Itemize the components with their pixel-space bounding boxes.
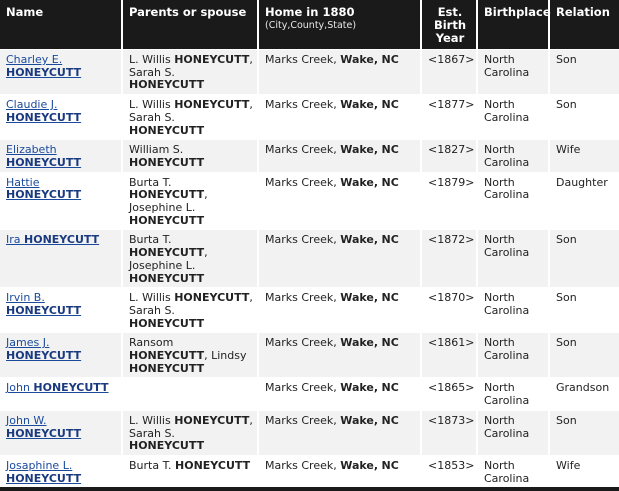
cell-name xyxy=(0,50,122,95)
person-surname: HONEYCUTT xyxy=(6,471,82,485)
cell-parents-or-spouse xyxy=(122,50,258,95)
cell-parents-or-spouse xyxy=(122,333,258,378)
header-birth-year: Est. Birth Year xyxy=(421,0,477,50)
person-link[interactable] xyxy=(6,291,81,317)
relative-separator: , xyxy=(204,188,208,202)
person-given-name: Claudie J. xyxy=(6,98,58,112)
person-given-name: Josaphine L. xyxy=(6,458,73,472)
cell-relation: Son xyxy=(549,410,619,455)
cell-home-1880 xyxy=(258,288,421,333)
relative-given-name: Sarah S. xyxy=(129,426,175,440)
table-header-row xyxy=(0,0,619,50)
table-row xyxy=(0,172,619,230)
relative-surname: HONEYCUTT xyxy=(129,123,205,137)
home-state: NC xyxy=(381,336,399,350)
home-city: Marks Creek, xyxy=(265,53,337,66)
table-row xyxy=(0,333,619,378)
relative-separator: , xyxy=(204,349,208,363)
relative-surname: HONEYCUTT xyxy=(129,316,205,330)
person-surname: HONEYCUTT xyxy=(33,381,109,395)
cell-home-1880 xyxy=(258,410,421,455)
cell-relation: Son xyxy=(549,288,619,333)
cell-name xyxy=(0,378,122,410)
cell-name xyxy=(0,172,122,230)
cell-parents-or-spouse xyxy=(122,378,258,410)
home-city: Marks Creek, xyxy=(265,413,337,427)
cell-parents-or-spouse xyxy=(122,288,258,333)
relative-surname: HONEYCUTT xyxy=(129,349,205,363)
home-county: Wake, xyxy=(340,233,379,247)
relative-surname: HONEYCUTT xyxy=(129,78,205,92)
cell-name xyxy=(0,410,122,455)
home-city: Marks Creek, xyxy=(265,381,337,395)
person-given-name: James J. xyxy=(6,336,50,350)
cell-home-1880 xyxy=(258,50,421,95)
cell-relation: Wife xyxy=(549,455,619,487)
table-row xyxy=(0,378,619,410)
cell-relation: Daughter xyxy=(549,172,619,230)
cell-parents-or-spouse xyxy=(122,230,258,288)
relative-surname: HONEYCUTT xyxy=(174,98,250,112)
table-bottom-bar xyxy=(0,487,619,491)
cell-parents-or-spouse xyxy=(122,410,258,455)
table-row xyxy=(0,95,619,140)
cell-name xyxy=(0,95,122,140)
table-row xyxy=(0,455,619,487)
person-link[interactable] xyxy=(6,459,81,485)
person-link[interactable] xyxy=(6,143,81,169)
cell-birthplace: North Carolina xyxy=(477,455,549,487)
home-state: NC xyxy=(381,291,399,305)
relative-name xyxy=(129,414,253,427)
cell-home-1880 xyxy=(258,230,421,288)
person-link[interactable] xyxy=(6,233,99,246)
cell-parents-or-spouse xyxy=(122,455,258,487)
relative-name xyxy=(129,291,253,304)
relative-surname: HONEYCUTT xyxy=(129,188,205,202)
home-county: Wake, xyxy=(340,336,379,350)
table-row xyxy=(0,288,619,333)
cell-relation: Grandson xyxy=(549,378,619,410)
cell-relation: Son xyxy=(549,333,619,378)
cell-birth-year: <1827> xyxy=(421,140,477,172)
relative-given-name: Burta T. xyxy=(129,175,172,189)
relative-name xyxy=(129,459,250,472)
cell-name xyxy=(0,288,122,333)
home-city: Marks Creek, xyxy=(265,291,337,305)
relative-name xyxy=(129,66,204,92)
cell-name xyxy=(0,230,122,288)
cell-birth-year: <1872> xyxy=(421,230,477,288)
home-city: Marks Creek, xyxy=(265,175,337,189)
relative-surname: HONEYCUTT xyxy=(129,439,205,453)
table-row xyxy=(0,50,619,95)
cell-relation: Son xyxy=(549,230,619,288)
relative-name xyxy=(129,53,253,66)
home-state: NC xyxy=(381,98,399,112)
cell-birth-year: <1861> xyxy=(421,333,477,378)
cell-birth-year: <1879> xyxy=(421,172,477,230)
home-county: Wake, xyxy=(340,53,379,66)
cell-home-1880 xyxy=(258,378,421,410)
person-link[interactable] xyxy=(6,176,81,202)
table-row xyxy=(0,410,619,455)
relative-given-name: William S. xyxy=(129,143,184,157)
cell-birthplace: North Carolina xyxy=(477,172,549,230)
home-state: NC xyxy=(381,381,399,395)
person-given-name: Hattie xyxy=(6,175,40,189)
person-surname: HONEYCUTT xyxy=(6,303,82,317)
relative-name xyxy=(129,176,208,202)
person-link[interactable] xyxy=(6,336,81,362)
person-surname: HONEYCUTT xyxy=(6,426,82,440)
home-state: NC xyxy=(381,175,399,189)
home-county: Wake, xyxy=(340,291,379,305)
relative-given-name: Josephine L. xyxy=(129,258,196,272)
cell-birth-year: <1867> xyxy=(421,50,477,95)
person-given-name: Ira xyxy=(6,233,21,247)
cell-name xyxy=(0,333,122,378)
relative-separator: , xyxy=(249,413,253,427)
home-county: Wake, xyxy=(340,381,379,395)
cell-home-1880 xyxy=(258,333,421,378)
home-city: Marks Creek, xyxy=(265,98,337,112)
relative-given-name: Ransom xyxy=(129,336,174,350)
home-county: Wake, xyxy=(340,175,379,189)
cell-birth-year: <1853> xyxy=(421,455,477,487)
relative-surname: HONEYCUTT xyxy=(175,458,251,472)
relative-surname: HONEYCUTT xyxy=(129,213,205,227)
home-state: NC xyxy=(381,53,399,66)
person-surname: HONEYCUTT xyxy=(6,65,82,79)
table-row xyxy=(0,140,619,172)
cell-home-1880 xyxy=(258,95,421,140)
relative-given-name: L. Willis xyxy=(129,98,171,112)
relative-surname: HONEYCUTT xyxy=(174,413,250,427)
header-name: Name xyxy=(0,0,122,50)
cell-birthplace: North Carolina xyxy=(477,410,549,455)
relative-given-name: Josephine L. xyxy=(129,201,196,215)
relative-name xyxy=(129,98,253,111)
relative-given-name: L. Willis xyxy=(129,53,171,66)
relative-surname: HONEYCUTT xyxy=(129,155,205,169)
relative-given-name: Burta T. xyxy=(129,233,172,247)
cell-parents-or-spouse xyxy=(122,140,258,172)
person-given-name: Irvin B. xyxy=(6,291,45,305)
cell-relation: Son xyxy=(549,95,619,140)
cell-birthplace: North Carolina xyxy=(477,288,549,333)
header-relation: Relation xyxy=(549,0,619,50)
home-city: Marks Creek, xyxy=(265,143,337,157)
home-state: NC xyxy=(381,233,399,247)
person-given-name: John W. xyxy=(6,413,47,427)
home-city: Marks Creek, xyxy=(265,336,337,350)
cell-birthplace: North Carolina xyxy=(477,95,549,140)
person-surname: HONEYCUTT xyxy=(6,349,82,363)
cell-name xyxy=(0,140,122,172)
relative-given-name: L. Willis xyxy=(129,291,171,305)
table-row xyxy=(0,230,619,288)
cell-home-1880 xyxy=(258,140,421,172)
person-surname: HONEYCUTT xyxy=(24,233,100,247)
cell-birthplace: North Carolina xyxy=(477,333,549,378)
person-given-name: Charley E. xyxy=(6,53,63,66)
person-link[interactable] xyxy=(6,381,109,394)
home-county: Wake, xyxy=(340,143,379,157)
cell-birthplace: North Carolina xyxy=(477,230,549,288)
cell-name xyxy=(0,455,122,487)
home-state: NC xyxy=(381,413,399,427)
relative-surname: HONEYCUTT xyxy=(174,291,250,305)
cell-birthplace: North Carolina xyxy=(477,378,549,410)
relative-given-name: Lindsy xyxy=(211,349,247,363)
relative-name xyxy=(129,143,204,169)
cell-birth-year: <1865> xyxy=(421,378,477,410)
person-surname: HONEYCUTT xyxy=(6,110,82,124)
home-state: NC xyxy=(381,143,399,157)
person-link[interactable] xyxy=(6,98,81,124)
header-home-sub: (City,County,State) xyxy=(265,20,357,31)
header-parents: Parents or spouse xyxy=(122,0,258,50)
relative-name xyxy=(129,233,208,259)
relative-name xyxy=(129,259,204,285)
home-county: Wake, xyxy=(340,458,379,472)
relative-surname: HONEYCUTT xyxy=(174,53,250,66)
relative-name xyxy=(129,427,204,453)
header-home-label: Home in 1880 xyxy=(265,5,355,19)
cell-relation: Wife xyxy=(549,140,619,172)
person-given-name: John xyxy=(6,381,30,395)
home-state: NC xyxy=(381,458,399,472)
relative-given-name: Sarah S. xyxy=(129,110,175,124)
cell-birth-year: <1873> xyxy=(421,410,477,455)
cell-birth-year: <1877> xyxy=(421,95,477,140)
cell-parents-or-spouse xyxy=(122,172,258,230)
relative-given-name: Sarah S. xyxy=(129,303,175,317)
person-surname: HONEYCUTT xyxy=(6,188,82,202)
person-link[interactable] xyxy=(6,414,81,440)
relative-separator: , xyxy=(249,98,253,112)
relative-name xyxy=(129,201,204,227)
relative-given-name: Sarah S. xyxy=(129,65,175,79)
relative-surname: HONEYCUTT xyxy=(129,361,205,375)
relative-name xyxy=(129,111,204,137)
person-link[interactable] xyxy=(6,53,81,79)
cell-birthplace: North Carolina xyxy=(477,50,549,95)
home-county: Wake, xyxy=(340,413,379,427)
cell-birthplace: North Carolina xyxy=(477,140,549,172)
person-surname: HONEYCUTT xyxy=(6,155,82,169)
cell-home-1880 xyxy=(258,172,421,230)
person-given-name: Elizabeth xyxy=(6,143,57,157)
relative-surname: HONEYCUTT xyxy=(129,271,205,285)
cell-relation: Son xyxy=(549,50,619,95)
header-home xyxy=(258,0,421,50)
relative-surname: HONEYCUTT xyxy=(129,246,205,260)
relative-given-name: Burta T. xyxy=(129,458,172,472)
home-city: Marks Creek, xyxy=(265,233,337,247)
relative-separator: , xyxy=(204,246,208,260)
cell-birth-year: <1870> xyxy=(421,288,477,333)
relative-given-name: L. Willis xyxy=(129,413,171,427)
home-county: Wake, xyxy=(340,98,379,112)
cell-parents-or-spouse xyxy=(122,95,258,140)
relative-name xyxy=(129,304,204,330)
header-birthplace: Birthplace xyxy=(477,0,549,50)
cell-home-1880 xyxy=(258,455,421,487)
relative-name xyxy=(129,336,208,362)
relative-separator: , xyxy=(249,291,253,305)
relative-separator: , xyxy=(249,53,253,66)
home-city: Marks Creek, xyxy=(265,458,337,472)
